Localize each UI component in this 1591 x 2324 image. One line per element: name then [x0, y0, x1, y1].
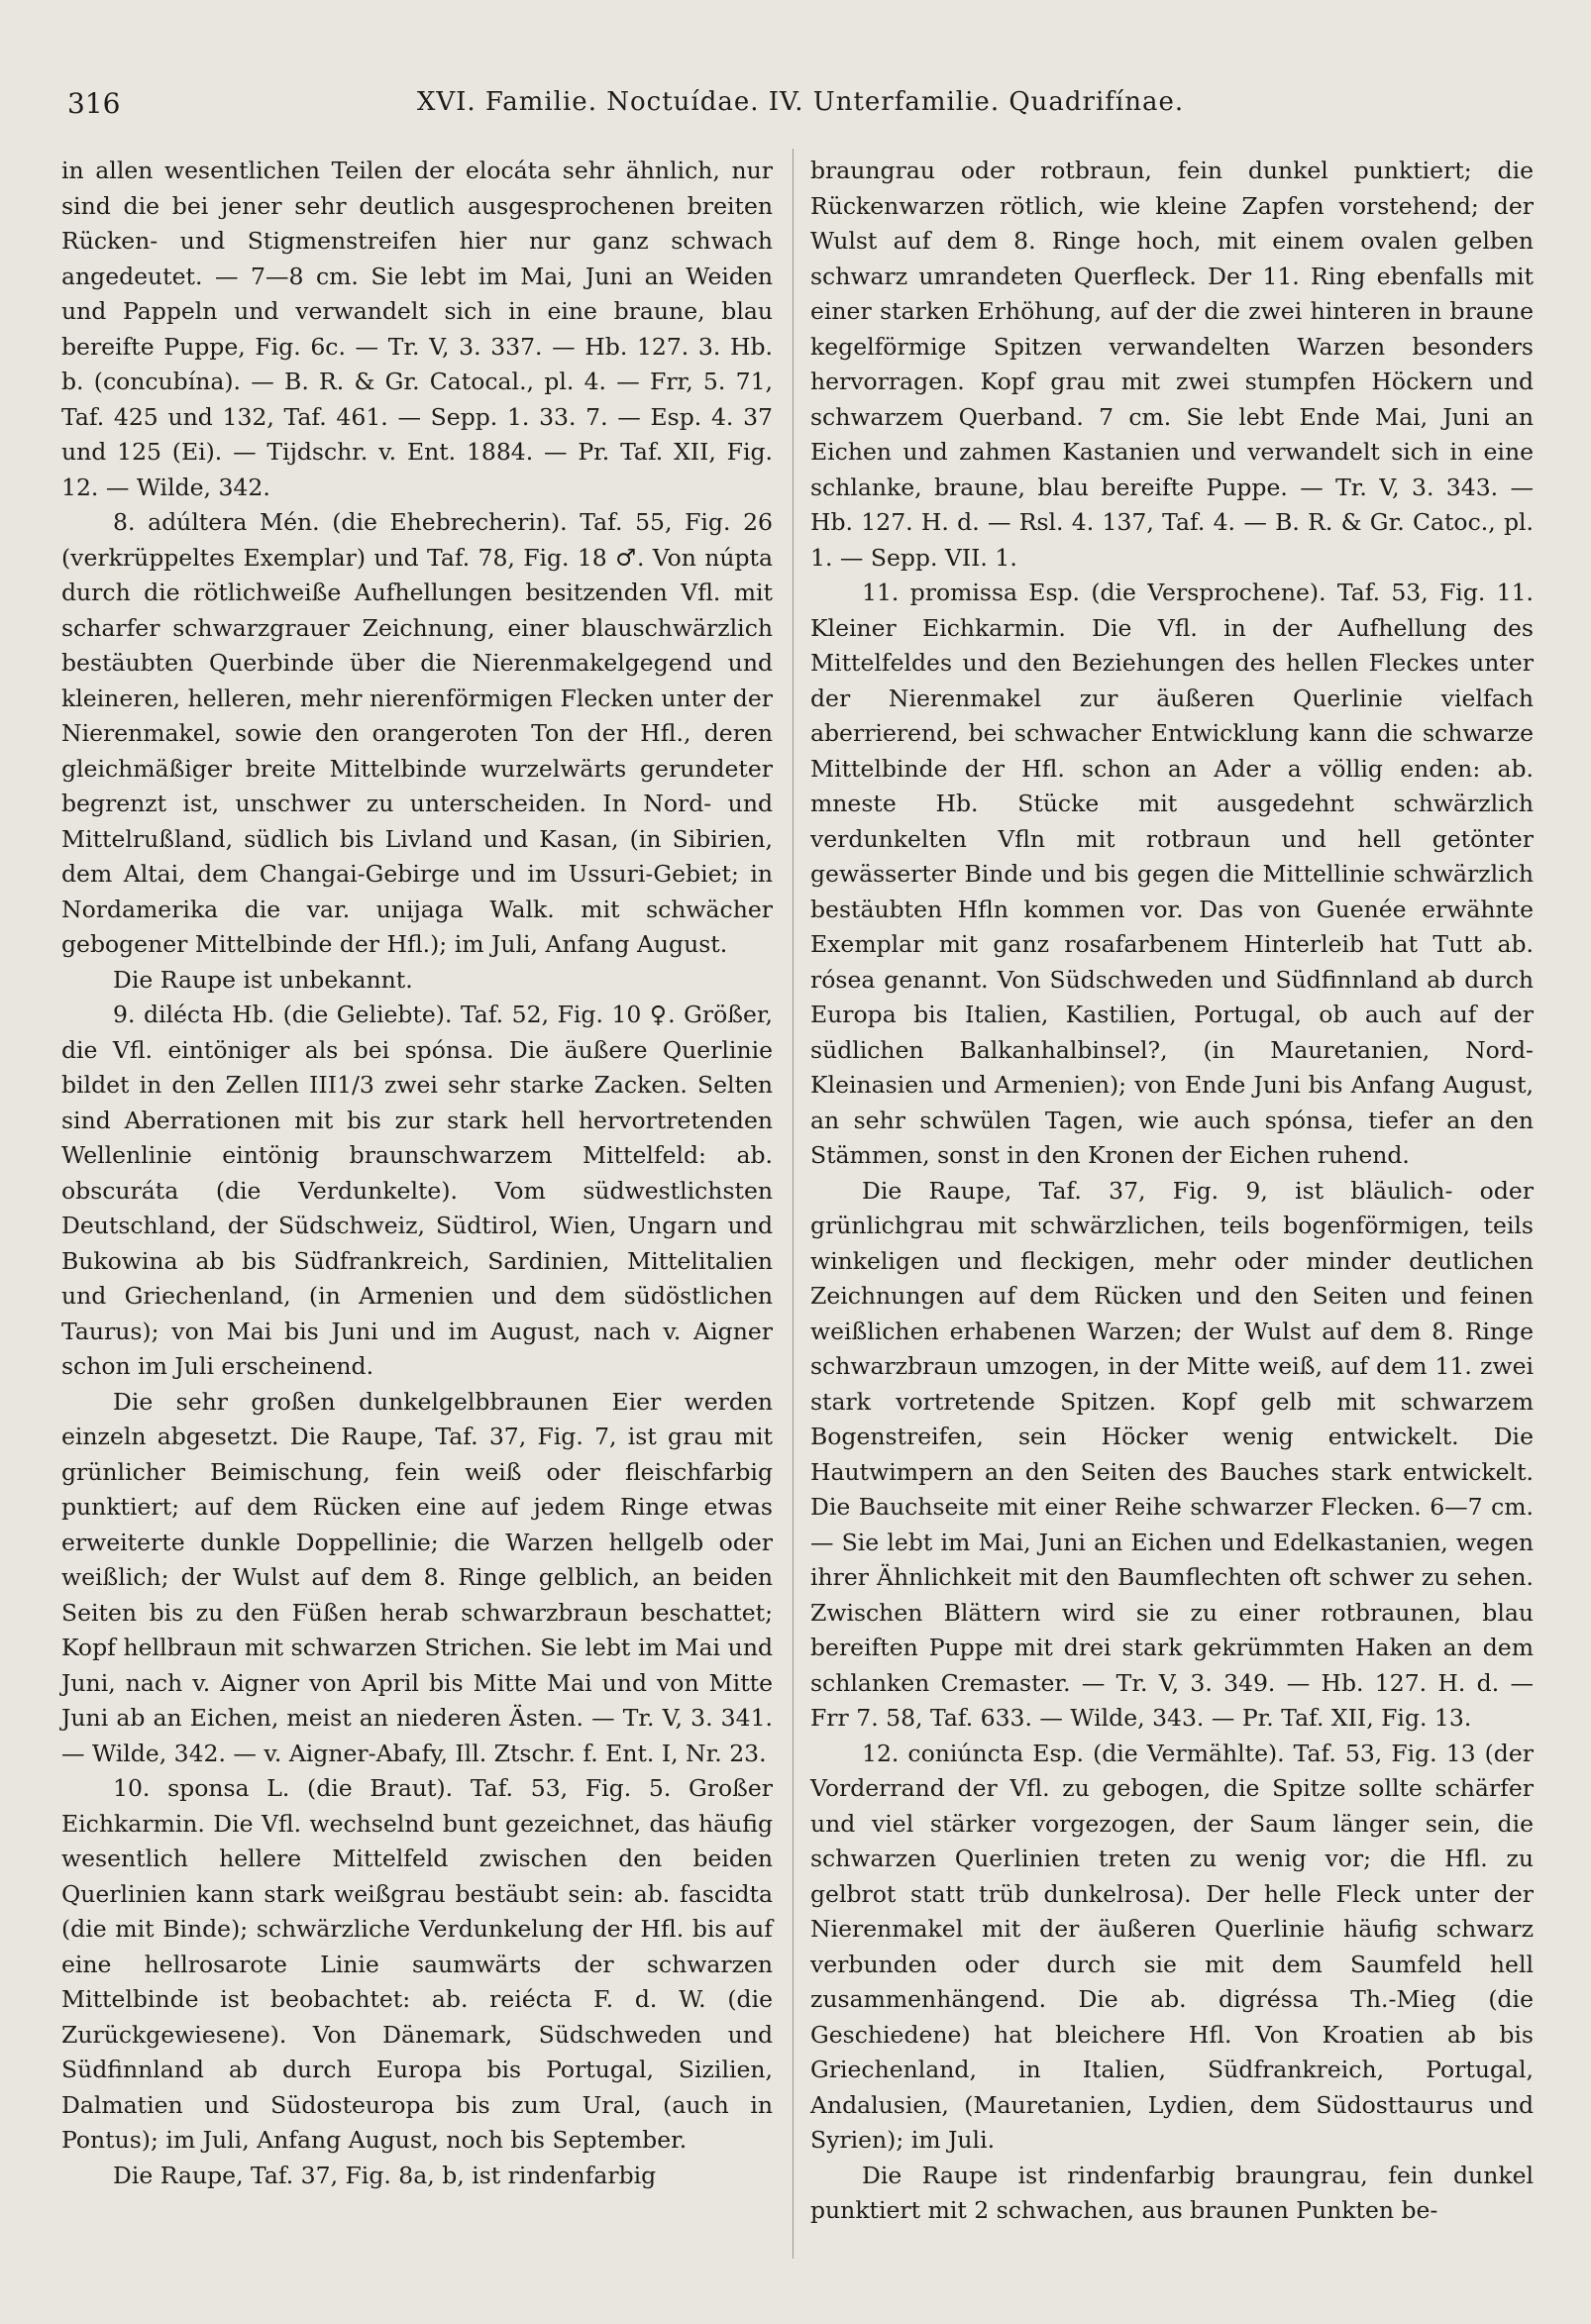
species-entry-dilecta: 9. dilécta Hb. (die Geliebte). Taf. 52, Fig. 10 ♀. Größer, die Vfl. eintöniger als bei spónsa. Die äußere Querlinie bildet in den Zellen III1/3 zwei sehr starke Zacken. Selten sind Aberrationen mit bis zur stark hell hervortretenden Wellenlinie eintönig braunschwarzem Mittelfeld: ab. obscuráta (die Verdunkelte). Vom südwestlichsten Deutschland, der Südschweiz, Südtirol, Wien, Ungarn und Bukowina ab bis Südfrankreich, Sardinien, Mittelitalien und Griechenland, (in Armenien und dem südöstlichen Taurus); von Mai bis Juni und im August, nach v. Aigner schon im Juli erscheinend.	[61, 1001, 773, 1380]
right-column	[810, 154, 1534, 2229]
paragraph: Die sehr großen dunkelgelbbraunen Eier werden einzeln abgesetzt. Die Raupe, Taf. 37, Fig. 7, ist grau mit grünlicher Beimischung, fein weiß oder fleischfarbig punktiert; auf dem Rücken eine auf jedem Ringe etwas erweiterte dunkle Doppellinie; die Warzen hellgelb oder weißlich; der Wulst auf dem 8. Ringe gelblich, an beiden Seiten bis zu den Füßen herab schwarzbraun beschattet; Kopf hellbraun mit schwarzen Strichen. Sie lebt im Mai und Juni, nach v. Aigner von April bis Mitte Mai und von Mitte Juni ab an Eichen, meist an niederen Ästen. — Tr. V, 3. 341. — Wilde, 342. — v. Aigner-Abafy, Ill. Ztschr. f. Ent. I, Nr. 23.	[61, 1387, 773, 1767]
species-entry-coniuncta: 12. coniúncta Esp. (die Vermählte). Taf. 53, Fig. 13 (der Vorderrand der Vfl. zu gebogen, die Spitze sollte schärfer und viel stärker vorgezogen, der Saum länger sein, die schwarzen Querlinien treten zu wenig vor; die Hfl. zu gelbrot statt trüb dunkelrosa). Der helle Fleck unter der Nierenmakel mit der äußeren Querlinie häufig schwarz verbunden oder durch sie mit dem Saumfeld hell zusammenhängend. Die ab. digréssa Th.-Mieg (die Geschiedene) hat bleichere Hfl. Von Kroatien ab bis Griechenland, in Italien, Südfrankreich, Portugal, Andalusien, (Mauretanien, Lydien, dem Südosttaurus und Syrien); im Juli.	[810, 1739, 1534, 2154]
paragraph: braungrau oder rotbraun, fein dunkel punktiert; die Rückenwarzen rötlich, wie kleine Zapfen vorstehend; der Wulst auf dem 8. Ringe hoch, mit einem ovalen gelben schwarz umrandeten Querfleck. Der 11. Ring ebenfalls mit einer starken Erhöhung, auf der die zwei hinteren in braune kegelförmige Spitzen verwandelten Warzen besonders hervorragen. Kopf grau mit zwei stumpfen Höckern und schwarzem Querband. 7 cm. Sie lebt Ende Mai, Juni an Eichen und zahmen Kastanien und verwandelt sich in eine schlanke, braune, blau bereifte Puppe. — Tr. V, 3. 343. — Hb. 127. H. d. — Rsl. 4. 137, Taf. 4. — B. R. & Gr. Catoc., pl. 1. — Sepp. VII. 1.	[810, 157, 1534, 572]
page-header	[67, 87, 1534, 127]
paragraph: Die Raupe, Taf. 37, Fig. 9, ist bläulich- oder grünlichgrau mit schwärzlichen, teils bogenförmigen, teils winkeligen und fleckigen, mehr oder minder deutlichen Zeichnungen auf dem Rücken und den Seiten und feinen weißlichen erhabenen Warzen; der Wulst auf dem 8. Ringe schwarzbraun umzogen, in der Mitte weiß, auf dem 11. zwei stark vortretende Spitzen. Kopf gelb mit schwarzem Bogenstreifen, sein Höcker wenig entwickelt. Die Hautwimpern an den Seiten des Bauches stark entwickelt. Die Bauchseite mit einer Reihe schwarzer Flecken. 6—7 cm. — Sie lebt im Mai, Juni an Eichen und Edelkastanien, wegen ihrer Ähnlichkeit mit den Baumflechten oft schwer zu sehen. Zwischen Blättern wird sie zu einer rotbraunen, blau bereiften Puppe mit drei stark gekrümmten Haken an dem schlanken Cremaster. — Tr. V, 3. 349. — Hb. 127. H. d. — Frr 7. 58, Taf. 633. — Wilde, 343. — Pr. Taf. XII, Fig. 13.	[810, 1176, 1534, 1732]
paragraph: Die Raupe, Taf. 37, Fig. 8a, b, ist rindenfarbig	[113, 2161, 657, 2189]
column-divider	[793, 149, 794, 2259]
paragraph: Die Raupe ist unbekannt.	[113, 965, 413, 994]
paragraph: Die Raupe ist rindenfarbig braungrau, fein dunkel punktiert mit 2 schwachen, aus braunen Punkten be-	[810, 2161, 1534, 2224]
species-entry-sponsa: 10. sponsa L. (die Braut). Taf. 53, Fig. 5. Großer Eichkarmin. Die Vfl. wechselnd bunt gezeichnet, das häufig wesentlich hellere Mittelfeld zwischen den beiden Querlinien kann stark weißgrau bestäubt sein: ab. fascidta (die mit Binde); schwärzliche Verdunkelung der Hfl. bis auf eine hellrosarote Linie saumwärts der schwarzen Mittelbinde ist beobachtet: ab. reiécta F. d. W. (die Zurückgewiesene). Von Dänemark, Südschweden und Südfinnland ab durch Europa bis Portugal, Sizilien, Dalmatien und Südosteuropa bis zum Ural, (auch in Pontus); im Juli, Anfang August, noch bis September.	[61, 1774, 773, 2154]
running-title: XVI. Familie. Noctuídae. IV. Unterfamilie. Quadrifínae.	[416, 87, 1185, 117]
species-entry-promissa: 11. promissa Esp. (die Versprochene). Taf. 53, Fig. 11. Kleiner Eichkarmin. Die Vfl. in der Aufhellung des Mittelfeldes und den Beziehungen des hellen Fleckes unter der Nierenmakel zur äußeren Querlinie vielfach aberrierend, bei schwacher Entwicklung kann die schwarze Mittelbinde der Hfl. schon an Ader a völlig enden: ab. mneste Hb. Stücke mit ausgedehnt schwärzlich verdunkelten Vfln mit rotbraun und hell getönter gewässerter Binde und bis gegen die Mittellinie schwärzlich bestäubten Hfln kommen vor. Das von Guenée erwähnte Exemplar mit ganz rosafarbenem Hinterleib hat Tutt ab. rósea genannt. Von Südschweden und Südfinnland ab durch Europa bis Italien, Kastilien, Portugal, ob auch auf der südlichen Balkanhalbinsel?, (in Mauretanien, Nord-Kleinasien und Armenien); von Ende Juni bis Anfang August, an sehr schwülen Tagen, wie auch spónsa, tiefer an den Stämmen, sonst in den Kronen der Eichen ruhend.	[810, 579, 1534, 1169]
paragraph: in allen wesentlichen Teilen der elocáta sehr ähnlich, nur sind die bei jener sehr deutlich ausgesprochenen breiten Rücken- und Stigmenstreifen hier nur ganz schwach angedeutet. — 7—8 cm. Sie lebt im Mai, Juni an Weiden und Pappeln und verwandelt sich in eine braune, blau bereifte Puppe, Fig. 6c. — Tr. V, 3. 337. — Hb. 127. 3. Hb. b. (concubína). — B. R. & Gr. Catocal., pl. 4. — Frr, 5. 71, Taf. 425 und 132, Taf. 461. — Sepp. 1. 33. 7. — Esp. 4. 37 und 125 (Ei). — Tijdschr. v. Ent. 1884. — Pr. Taf. XII, Fig. 12. — Wilde, 342.	[61, 157, 773, 501]
species-entry-adultera: 8. adúltera Mén. (die Ehebrecherin). Taf. 55, Fig. 26 (verkrüppeltes Exemplar) und Taf. 78, Fig. 18 ♂. Von núpta durch die rötlichweiße Aufhellungen besitzenden Vfl. mit scharfer schwarzgrauer Zeichnung, einer blauschwärzlich bestäubten Querbinde über die Nierenmakelgegend und kleineren, helleren, mehr nierenförmigen Flecken unter der Nierenmakel, sowie den orangeroten Ton der Hfl., deren gleichmäßiger breite Mittelbinde wurzelwärts gerundeter begrenzt ist, unschwer zu unterscheiden. In Nord- und Mittelrußland, südlich bis Livland und Kasan, (in Sibirien, dem Altai, dem Changai-Gebirge und im Ussuri-Gebiet; in Nordamerika die var. unijaga Walk. mit schwächer gebogener Mittelbinde der Hfl.); im Juli, Anfang August.	[61, 508, 773, 958]
left-column	[61, 154, 773, 2193]
page-number: 316	[67, 87, 121, 120]
